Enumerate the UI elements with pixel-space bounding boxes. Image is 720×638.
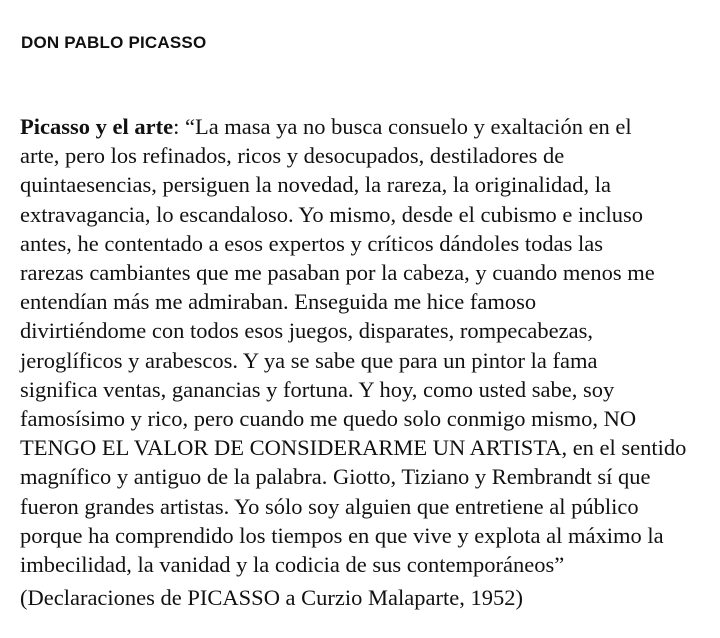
quote-line: arte, pero los refinados, ricos y desocupados, destiladores de [20,143,565,169]
quote-lead: Picasso y el arte [20,114,174,139]
quote-line: fueron grandes artistas. Yo sólo soy alguien que entretiene al público [20,493,639,519]
quote-line: entendían más me admiraban. Enseguida me hice famoso [20,289,537,315]
quote-line: antes, he contentado a esos expertos y críticos dándoles todas las [20,230,603,256]
source-citation: (Declaraciones de PICASSO a Curzio Malaparte, 1952) [20,585,523,610]
quote-line: rarezas cambiantes que me pasaban por la cabeza, y cuando menos me [20,260,655,286]
quote-line: significa ventas, ganancias y fortuna. Y hoy, como usted sabe, soy [20,376,615,402]
quote-paragraph [20,112,710,579]
quote-line: extravagancia, lo escandaloso. Yo mismo, desde el cubismo e incluso [20,201,643,227]
lead-separator: : [173,114,185,139]
quote-line: imbecilidad, la vanidad y la codicia de sus contemporáneos” [20,552,565,578]
quote-line: jeroglíficos y arabescos. Y ya se sabe que para un pintor la fama [20,347,598,373]
quote-line: divirtiéndome con todos esos juegos, disparates, rompecabezas, [20,318,593,344]
quote-line: magnífico y antiguo de la palabra. Giotto, Tiziano y Rembrandt sí que [20,464,651,490]
quote-first-line-text: “La masa ya no busca consuelo y exaltación en el [184,114,632,139]
document-title: DON PABLO PICASSO [21,33,207,52]
quote-line: TENGO EL VALOR DE CONSIDERARME UN ARTISTA, en el sentido [20,435,687,461]
quote-line: famosísimo y rico, pero cuando me quedo solo conmigo mismo, NO [20,406,637,432]
quote-line: porque ha comprendido los tiempos en que vive y explota al máximo la [20,522,664,548]
quote-line [20,112,710,141]
quote-line: quintaesencias, persiguen la novedad, la rareza, la originalidad, la [20,172,611,198]
